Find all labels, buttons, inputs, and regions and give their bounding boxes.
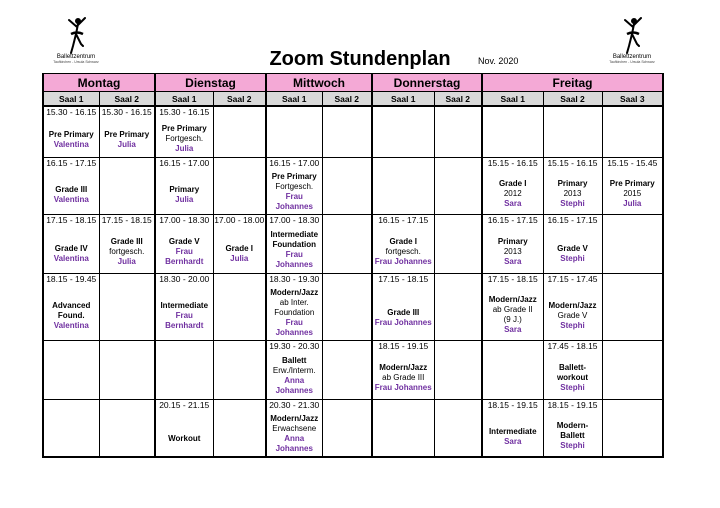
class-detail: fortgesch.	[385, 247, 421, 256]
empty-cell	[322, 215, 372, 274]
day-header-row	[43, 74, 663, 92]
class-detail: fortgesch.	[109, 247, 145, 256]
empty-cell	[602, 341, 663, 400]
teacher-name: Johannes	[275, 260, 313, 270]
class-cell	[213, 215, 266, 274]
empty-cell	[213, 158, 266, 215]
teacher-name: Johannes	[275, 386, 313, 396]
class-time: 15.30 - 16.15	[101, 107, 152, 117]
class-name: Ballett-workout	[556, 363, 589, 382]
empty-cell	[213, 106, 266, 158]
empty-cell	[155, 341, 213, 400]
class-cell	[155, 106, 213, 158]
class-cell	[543, 215, 602, 274]
class-cell	[482, 215, 543, 274]
class-name: Grade III	[387, 308, 420, 317]
empty-cell	[434, 215, 482, 274]
teacher-name: Anna	[284, 376, 305, 386]
class-name: Advanced	[52, 301, 91, 311]
logo-name: Ballettzentrum	[56, 54, 96, 60]
teacher-name: Sara	[504, 257, 522, 266]
room-header: Saal 2	[543, 92, 602, 107]
teacher-name: Julia	[175, 195, 194, 205]
class-name: Grade I	[498, 178, 527, 188]
empty-cell	[434, 106, 482, 158]
table-row	[43, 341, 663, 400]
empty-cell	[43, 400, 99, 458]
teacher-name: Stephi	[560, 321, 585, 331]
class-detail: Fortgesch.	[165, 133, 204, 143]
teacher-name: Frau Johannes	[374, 383, 432, 392]
logo-subtitle: Taufkirchen - Ursula Schwarz	[609, 60, 655, 64]
class-time: 18.15 - 19.45	[46, 274, 97, 284]
class-name: Intermediate	[270, 230, 319, 240]
class-name: Grade V	[168, 237, 200, 246]
class-time: 19.30 - 20.30	[269, 341, 320, 351]
teacher-name: Stephi	[560, 440, 585, 450]
class-time: 18.15 - 19.15	[487, 400, 538, 410]
empty-cell	[322, 400, 372, 458]
empty-cell	[602, 106, 663, 158]
class-time: 16.15 - 17.00	[159, 158, 210, 168]
teacher-name: Sara	[504, 198, 522, 208]
room-header: Saal 3	[602, 92, 663, 107]
day-header-mittwoch: Mittwoch	[266, 74, 372, 92]
class-time: 16.15 - 17.15	[46, 158, 97, 168]
class-name: Modern/Jazz	[270, 288, 319, 297]
class-cell	[372, 274, 434, 341]
room-header: Saal 1	[43, 92, 99, 107]
class-cell	[266, 274, 322, 341]
class-name: Ballett	[560, 430, 585, 440]
class-cell	[43, 274, 99, 341]
teacher-name: Julia	[175, 143, 194, 153]
class-time: 17.45 - 18.15	[547, 341, 598, 351]
class-time: 17.00 - 18.30	[269, 215, 320, 225]
table-row	[43, 158, 663, 215]
class-cell	[372, 215, 434, 274]
teacher-name: Valentina	[53, 195, 89, 205]
teacher-name: Julia	[117, 257, 136, 266]
class-time: 20.30 - 21.30	[269, 400, 320, 410]
class-cell	[155, 215, 213, 274]
empty-cell	[372, 106, 434, 158]
teacher-name: Frau	[175, 311, 193, 321]
logo-name: Ballettzentrum	[612, 54, 652, 60]
room-header: Saal 1	[266, 92, 322, 107]
empty-cell	[322, 341, 372, 400]
class-name: Workout	[168, 434, 201, 443]
class-cell	[155, 400, 213, 458]
class-cell	[43, 215, 99, 274]
teacher-name: Stephi	[560, 198, 585, 208]
class-detail: Foundation	[274, 308, 315, 317]
class-detail: 2015	[623, 188, 642, 198]
room-header: Saal 2	[434, 92, 482, 107]
class-cell	[543, 341, 602, 400]
class-time: 18.15 - 19.15	[547, 400, 598, 410]
empty-cell	[543, 106, 602, 158]
class-name: Modern/Jazz	[488, 294, 537, 304]
teacher-name: Sara	[504, 437, 522, 447]
room-header: Saal 1	[482, 92, 543, 107]
empty-cell	[266, 106, 322, 158]
teacher-name: Valentina	[53, 321, 89, 331]
class-detail: Erw./Interm.	[272, 366, 316, 376]
teacher-name: Frau Johannes	[374, 257, 432, 266]
day-header-dienstag: Dienstag	[155, 74, 266, 92]
class-name: Pre Primary	[271, 172, 317, 181]
empty-cell	[482, 106, 543, 158]
class-name: Modern-	[556, 420, 589, 430]
empty-cell	[99, 400, 155, 458]
class-cell	[482, 158, 543, 215]
class-time: 20.15 - 21.15	[159, 400, 210, 410]
empty-cell	[434, 400, 482, 458]
room-header: Saal 2	[99, 92, 155, 107]
room-header: Saal 2	[213, 92, 266, 107]
class-cell	[99, 106, 155, 158]
day-header-freitag: Freitag	[482, 74, 663, 92]
empty-cell	[372, 400, 434, 458]
class-time: 18.15 - 19.15	[378, 341, 429, 351]
class-name: Intermediate	[160, 301, 209, 311]
class-time: 17.15 - 18.15	[487, 274, 538, 284]
class-cell	[99, 215, 155, 274]
teacher-name: Stephi	[560, 383, 585, 392]
empty-cell	[372, 158, 434, 215]
table-row	[43, 274, 663, 341]
teacher-name: Frau Johannes	[374, 318, 432, 327]
class-cell	[155, 158, 213, 215]
empty-cell	[434, 274, 482, 341]
class-time: 17.15 - 17.45	[547, 274, 598, 284]
teacher-name: Anna	[284, 434, 305, 443]
teacher-name: Bernhardt	[165, 321, 204, 331]
empty-cell	[99, 341, 155, 400]
class-time: 16.15 - 17.00	[269, 158, 320, 168]
class-cell	[602, 158, 663, 215]
teacher-name: Julia	[623, 198, 642, 208]
class-cell	[266, 400, 322, 458]
teacher-name: Valentina	[53, 253, 89, 263]
room-header: Saal 1	[372, 92, 434, 107]
empty-cell	[434, 341, 482, 400]
class-detail: ab Grade II	[492, 304, 533, 314]
class-name: Pre Primary	[609, 178, 655, 188]
class-detail: (9 J.)	[503, 314, 522, 324]
class-name: Found.	[57, 311, 85, 321]
class-name: Primary	[497, 237, 528, 246]
class-name: Grade III	[110, 237, 143, 246]
empty-cell	[213, 400, 266, 458]
class-cell	[43, 106, 99, 158]
class-name: Foundation	[272, 240, 317, 250]
class-cell	[482, 274, 543, 341]
teacher-name: Frau	[285, 318, 303, 327]
logo-subtitle: Taufkirchen - Ursula Schwarz	[53, 60, 99, 64]
empty-cell	[213, 274, 266, 341]
empty-cell	[602, 274, 663, 341]
class-time: 16.15 - 17.15	[547, 215, 598, 225]
class-cell	[43, 158, 99, 215]
class-cell	[543, 274, 602, 341]
teacher-name: Julia	[117, 140, 136, 150]
class-detail: Grade V	[557, 311, 588, 321]
class-name: Modern/Jazz	[548, 301, 597, 311]
class-name: Grade I	[389, 237, 418, 246]
class-cell	[372, 341, 434, 400]
class-name: Pre Primary	[161, 123, 207, 133]
day-header-montag: Montag	[43, 74, 155, 92]
room-header: Saal 1	[155, 92, 213, 107]
teacher-name: Sara	[504, 324, 522, 334]
empty-cell	[322, 274, 372, 341]
empty-cell	[213, 341, 266, 400]
room-header-row	[43, 92, 663, 107]
teacher-name: Frau	[175, 247, 193, 256]
class-detail: 2012	[503, 188, 522, 198]
class-time: 16.15 - 17.15	[378, 215, 429, 225]
class-cell	[543, 400, 602, 458]
teacher-name: Johannes	[275, 328, 313, 337]
teacher-name: Bernhardt	[165, 257, 204, 266]
class-time: 17.15 - 18.15	[101, 215, 152, 225]
class-name: Intermediate	[488, 427, 537, 437]
class-time: 15.15 - 15.45	[607, 158, 658, 168]
room-header: Saal 2	[322, 92, 372, 107]
class-cell	[482, 400, 543, 458]
class-cell	[543, 158, 602, 215]
class-time: 15.15 - 16.15	[487, 158, 538, 168]
class-time: 15.15 - 16.15	[547, 158, 598, 168]
empty-cell	[322, 158, 372, 215]
class-name: Grade V	[557, 243, 588, 253]
class-time: 18.30 - 19.30	[269, 274, 320, 284]
class-time: 17.15 - 18.15	[46, 215, 97, 225]
class-cell	[266, 215, 322, 274]
class-name: Grade I	[225, 243, 254, 253]
empty-cell	[434, 158, 482, 215]
empty-cell	[99, 274, 155, 341]
teacher-name: Johannes	[275, 444, 313, 453]
class-name: Modern/Jazz	[270, 414, 319, 423]
teacher-name: Valentina	[53, 140, 89, 150]
class-time: 18.30 - 20.00	[159, 274, 210, 284]
class-detail: Fortgesch.	[275, 182, 314, 191]
teacher-name: Julia	[230, 253, 249, 263]
table-row	[43, 400, 663, 458]
class-time: 17.15 - 18.15	[378, 274, 429, 284]
class-detail: 2013	[503, 247, 522, 256]
class-time: 15.30 - 16.15	[46, 107, 97, 117]
class-time: 17.00 - 18.00	[214, 215, 265, 225]
class-cell	[266, 341, 322, 400]
date-label: Nov. 2020	[478, 56, 519, 66]
class-name: Grade IV	[54, 243, 88, 253]
class-detail: 2013	[563, 188, 582, 198]
schedule-table	[42, 73, 664, 458]
class-name: Pre Primary	[104, 130, 150, 140]
class-name: Primary	[557, 178, 588, 188]
empty-cell	[322, 106, 372, 158]
table-row	[43, 106, 663, 158]
day-header-donnerstag: Donnerstag	[372, 74, 482, 92]
empty-cell	[482, 341, 543, 400]
table-row	[43, 215, 663, 274]
class-cell	[155, 274, 213, 341]
class-detail: Erwachsene	[272, 424, 317, 433]
class-name: Modern/Jazz	[379, 363, 428, 372]
teacher-name: Stephi	[560, 253, 585, 263]
page-title: Zoom Stundenplan	[269, 48, 451, 70]
empty-cell	[602, 400, 663, 458]
class-name: Primary	[169, 185, 200, 195]
class-detail: ab Inter.	[279, 298, 309, 307]
class-time: 16.15 - 17.15	[487, 215, 538, 225]
teacher-name: Frau	[285, 250, 303, 260]
class-name: Pre Primary	[48, 130, 94, 140]
teacher-name: Frau	[285, 192, 303, 201]
class-cell	[266, 158, 322, 215]
empty-cell	[43, 341, 99, 400]
teacher-name: Johannes	[275, 202, 313, 211]
class-detail: ab Grade III	[382, 373, 425, 382]
class-time: 17.00 - 18.30	[159, 215, 210, 225]
class-name: Ballett	[282, 356, 307, 366]
empty-cell	[99, 158, 155, 215]
class-time: 15.30 - 16.15	[159, 107, 210, 117]
empty-cell	[602, 215, 663, 274]
class-name: Grade III	[55, 185, 88, 195]
